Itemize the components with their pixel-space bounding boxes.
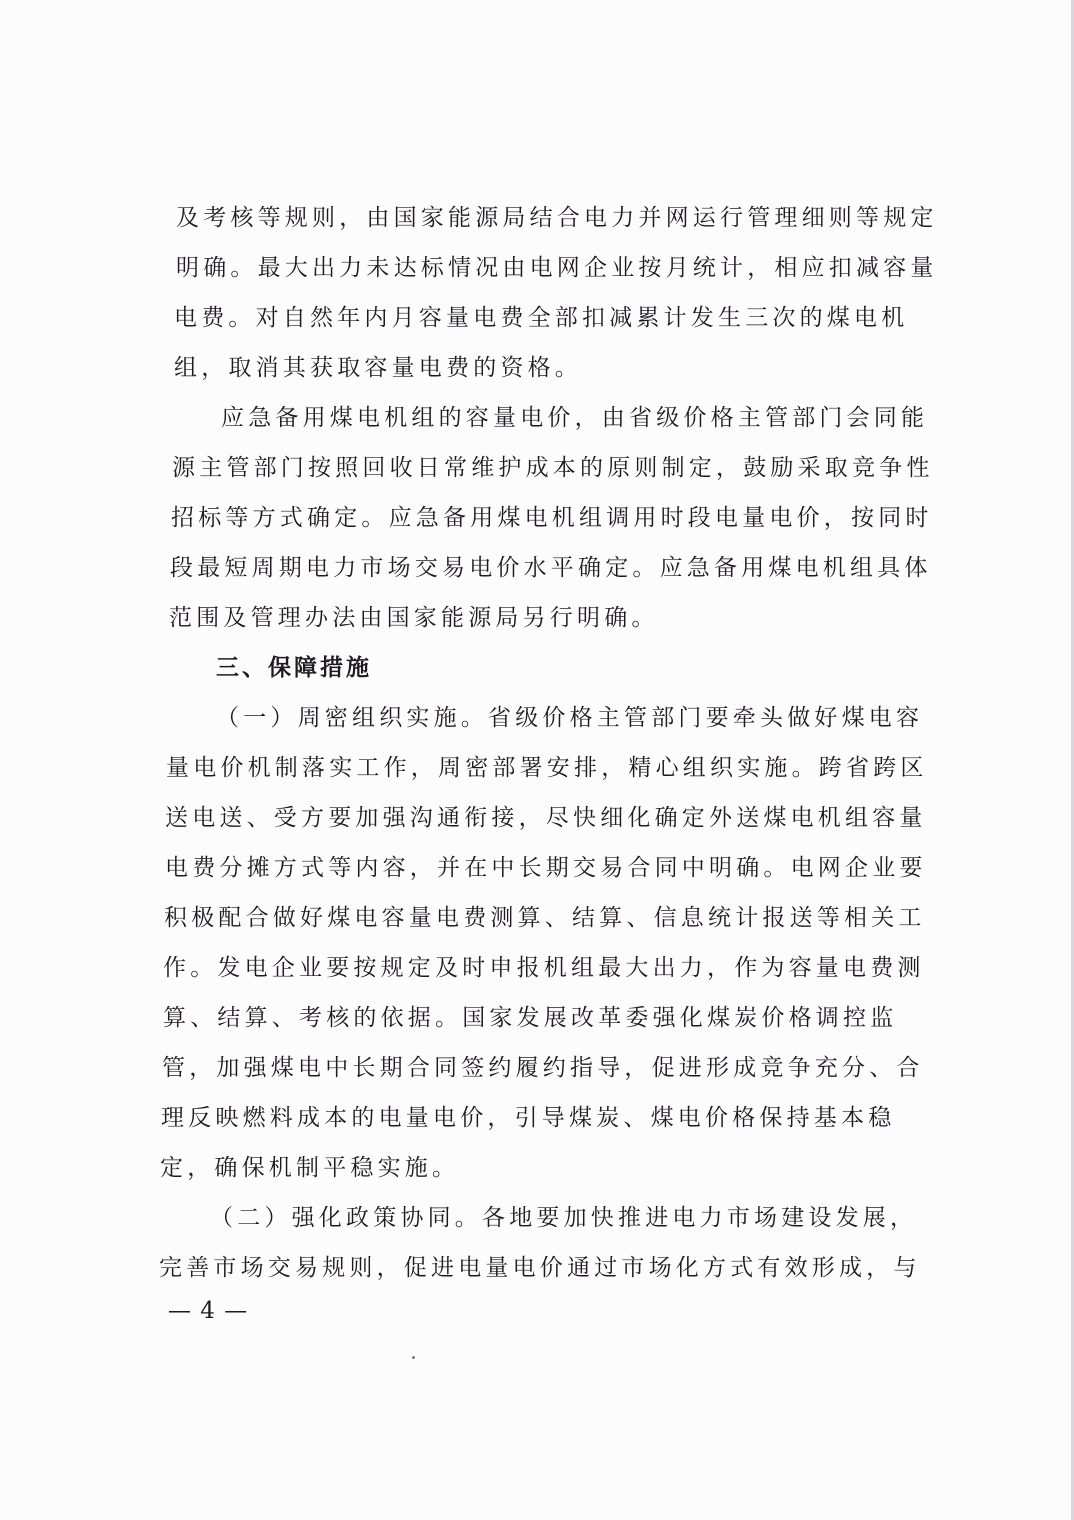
body-line: （一）周密组织实施。省级价格主管部门要牵头做好煤电容 (216, 705, 924, 731)
body-line: 明确。最大出力未达标情况由电网企业按月统计，相应扣减容量 (176, 255, 938, 281)
body-line: 管，加强煤电中长期合同签约履约指导，促进形成竞争充分、合 (162, 1055, 924, 1081)
body-line: 理反映燃料成本的电量电价，引导煤炭、煤电价格保持基本稳 (161, 1105, 896, 1131)
body-line: 及考核等规则，由国家能源局结合电力并网运行管理细则等规定 (176, 205, 938, 231)
page-number: — 4 — (168, 1298, 249, 1324)
body-line: 段最短周期电力市场交易电价水平确定。应急备用煤电机组具体 (170, 555, 932, 581)
body-line: 送电送、受方要加强沟通衔接，尽快细化确定外送煤电机组容量 (165, 805, 927, 831)
body-line: （二）强化政策协同。各地要加快推进电力市场建设发展， (210, 1205, 918, 1231)
body-line: 组，取消其获取容量电费的资格。 (174, 355, 582, 381)
body-line: 电费。对自然年内月容量电费全部扣减累计发生三次的煤电机 (174, 305, 909, 331)
body-line: 完善市场交易规则，促进电量电价通过市场化方式有效形成，与 (159, 1255, 921, 1281)
body-line: 积极配合做好煤电容量电费测算、结算、信息统计报送等相关工 (164, 905, 926, 931)
body-line: 招标等方式确定。应急备用煤电机组调用时段电量电价，按同时 (171, 505, 933, 531)
body-line: 源主管部门按照回收日常维护成本的原则制定，鼓励采取竞争性 (172, 455, 934, 481)
body-line: 量电价机制落实工作，周密部署安排，精心组织实施。跨省跨区 (166, 755, 928, 781)
section-heading: 三、保障措施 (216, 654, 372, 681)
body-line: 范围及管理办法由国家能源局另行明确。 (169, 605, 659, 631)
body-line: 定，确保机制平稳实施。 (160, 1155, 460, 1181)
body-line: 作。发电企业要按规定及时申报机组最大出力，作为容量电费测 (163, 955, 925, 981)
scan-speck (412, 1356, 415, 1359)
body-line: 应急备用煤电机组的容量电价，由省级价格主管部门会同能 (221, 405, 929, 431)
body-line: 算、结算、考核的依据。国家发展改革委强化煤炭价格调控监 (163, 1005, 898, 1031)
body-line: 电费分摊方式等内容，并在中长期交易合同中明确。电网企业要 (165, 855, 927, 881)
